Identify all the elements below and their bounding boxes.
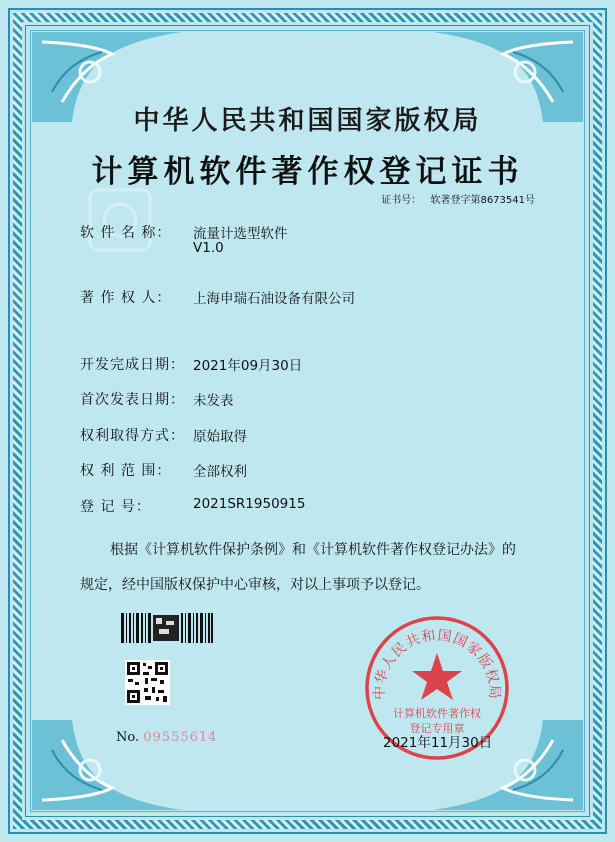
field-value-registration-number: 2021SR1950915 — [193, 496, 306, 512]
star-icon — [412, 653, 462, 700]
field-label-first-publication: 首次发表日期： — [80, 392, 185, 408]
statement-line-1: 根据《计算机软件保护条例》和《计算机软件著作权登记办法》的 — [110, 542, 516, 558]
barcode-icon — [121, 613, 213, 643]
watermark-emblem-icon — [85, 185, 155, 255]
field-label-rights-scope: 权 利 范 围： — [80, 463, 172, 479]
field-value-completion-date: 2021年09月30日 — [193, 358, 303, 374]
issuing-authority: 中华人民共和国国家版权局 — [133, 106, 482, 136]
serial-prefix: No. — [116, 730, 140, 745]
field-value-version: V1.0 — [193, 240, 224, 256]
certificate-number-value: 软著登字第8673541号 — [430, 195, 535, 206]
issue-date: 2021年11月30日 — [383, 735, 493, 751]
field-value-rights-scope: 全部权利 — [193, 464, 247, 480]
certificate-number — [381, 191, 535, 206]
field-label-copyright-owner: 著 作 权 人： — [80, 290, 172, 306]
field-value-software-name: 流量计选型软件 — [193, 226, 288, 242]
seal-arc-text: 中华人民共和国国家版权局 — [371, 627, 503, 700]
statement-line-2: 规定，经中国版权保护中心审核，对以上事项予以登记。 — [80, 577, 430, 593]
field-value-first-publication: 未发表 — [193, 393, 234, 409]
field-label-acquisition-method: 权利取得方式： — [80, 428, 185, 444]
field-label-completion-date: 开发完成日期： — [80, 357, 185, 373]
field-value-copyright-owner: 上海申瑞石油设备有限公司 — [193, 291, 355, 307]
certificate-title: 计算机软件著作权登记证书 — [91, 154, 524, 190]
certificate-number-label: 证书号： — [381, 195, 422, 206]
field-label-registration-number: 登 记 号： — [80, 499, 151, 515]
qr-code-icon — [125, 660, 170, 705]
seal-text-line-2: 登记专用章 — [409, 722, 465, 735]
field-value-acquisition-method: 原始取得 — [193, 429, 247, 445]
seal-text-line-1: 计算机软件著作权 — [393, 707, 481, 720]
field-label-software-name: 软 件 名 称： — [80, 225, 172, 241]
serial-value: 09555614 — [143, 730, 218, 745]
serial-number — [116, 730, 217, 745]
